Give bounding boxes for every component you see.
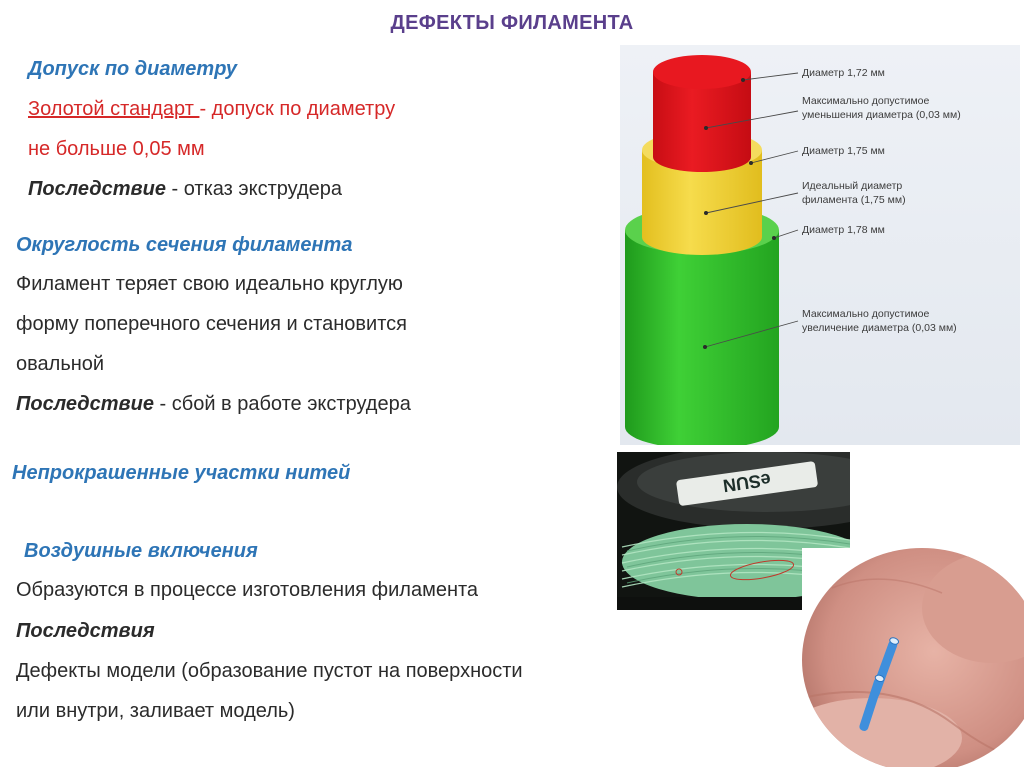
air-inclusions-text-line-2: Дефекты модели (образование пустот на поверхности — [16, 660, 523, 682]
gold-standard-line — [28, 98, 395, 121]
roundness-text-line-1: Филамент теряет свою идеально круглую — [16, 273, 403, 295]
label-max-increase-line2: увеличение диаметра (0,03 мм) — [802, 322, 957, 334]
section-heading-unpainted: Непрокрашенные участки нитей — [12, 462, 351, 484]
gold-standard-label: Золотой стандарт — [28, 98, 200, 120]
consequence-label: Последствие — [28, 178, 166, 200]
label-ideal-line1: Идеальный диаметр — [802, 180, 903, 192]
consequences-label: Последствия — [16, 620, 155, 642]
air-inclusions-text-line-1: Образуются в процессе изготовления филамента — [16, 579, 479, 601]
tolerance-value-line: не больше 0,05 мм — [28, 138, 205, 160]
section-heading-roundness: Округлость сечения филамента — [16, 234, 353, 256]
gold-standard-text: - допуск по диаметру — [199, 98, 396, 120]
roundness-text-line-3: овальной — [16, 353, 105, 375]
filament-diameter-diagram — [620, 45, 1020, 445]
label-max-increase-line1: Максимально допустимое — [802, 308, 930, 320]
consequence-line-1 — [28, 178, 342, 201]
label-diameter-172: Диаметр 1,72 мм — [802, 67, 885, 79]
consequence-label: Последствие — [16, 393, 154, 415]
label-max-decrease-line1: Максимально допустимое — [802, 95, 930, 107]
slide-title: ДЕФЕКТЫ ФИЛАМЕНТА — [390, 12, 634, 34]
section-heading-air-inclusions: Воздушные включения — [24, 540, 258, 562]
label-ideal-line2: филамента (1,75 мм) — [802, 194, 906, 206]
red-cylinder — [653, 55, 751, 172]
consequence-line-2 — [16, 393, 411, 416]
spool-brand-label: eSUN — [721, 469, 773, 496]
consequence-text: - отказ экструдера — [165, 178, 343, 200]
label-diameter-178: Диаметр 1,78 мм — [802, 224, 885, 236]
section-heading-diameter-tolerance: Допуск по диаметру — [28, 58, 238, 80]
label-max-decrease-line2: уменьшения диаметра (0,03 мм) — [802, 109, 961, 121]
finger-svg — [802, 548, 1024, 767]
roundness-text-line-2: форму поперечного сечения и становится — [16, 313, 407, 335]
air-inclusions-text-line-3: или внутри, заливает модель) — [16, 700, 295, 722]
diagram-svg — [620, 45, 1020, 445]
label-diameter-175: Диаметр 1,75 мм — [802, 145, 885, 157]
hollow-filament-photo — [802, 548, 1024, 767]
consequence-text: - сбой в работе экструдера — [153, 393, 411, 415]
